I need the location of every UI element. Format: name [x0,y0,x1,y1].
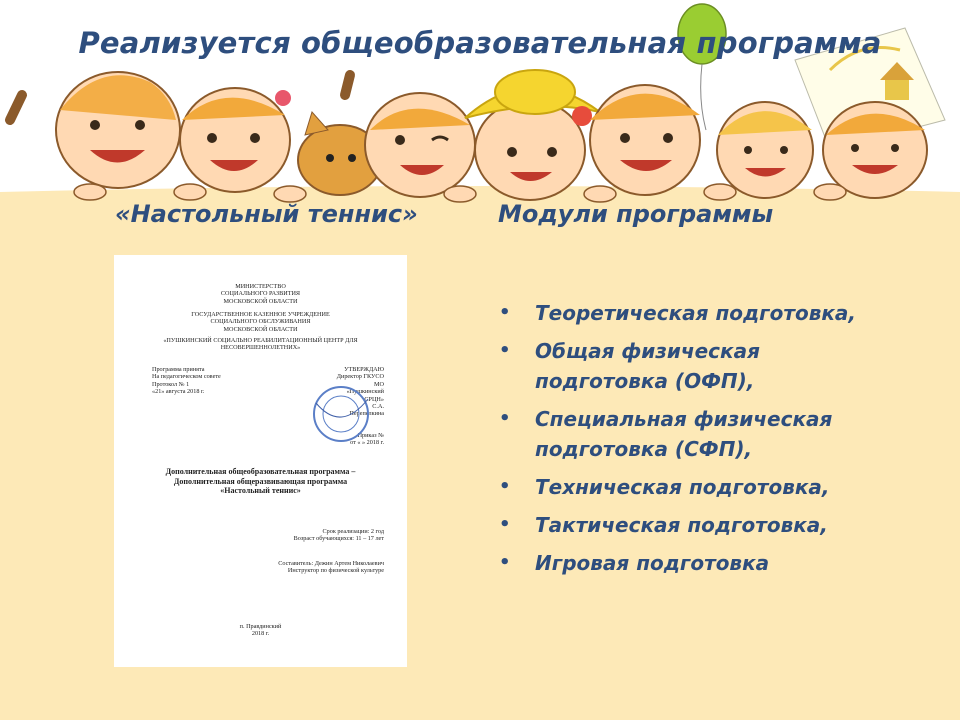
page-title: Реализуется общеобразовательная программа [78,26,882,60]
stamp-icon [306,383,376,445]
bullet-icon: • [499,340,511,361]
doc-center-name: «ПУШКИНСКИЙ СОЦИАЛЬНО РЕАБИЛИТАЦИОННЫЙ ЦЕНТР ДЛЯ НЕСОВЕРШЕННОЛЕТНИХ» [163,337,358,352]
doc-term-age: Срок реализации: 2 год Возраст обучающихся: 11 – 17 лет [293,528,384,543]
list-item: • Общая физическая подготовка (ОФП), [498,336,898,396]
child-face-5 [717,102,813,198]
doc-institution: ГОСУДАРСТВЕННОЕ КАЗЕННОЕ УЧРЕЖДЕНИЕ СОЦИАЛЬНОГО ОБСЛУЖИВАНИЯ МОСКОВСКОЙ ОБЛАСТИ [191,311,330,333]
bullet-icon: • [499,514,511,535]
program-name-heading: «Настольный теннис» [115,200,418,228]
child-face-hat [465,70,600,200]
doc-program-title: Дополнительная общеобразовательная программа – Дополнительная общеразвивающая программа «Настольный теннис» [165,467,356,495]
doc-author: Составитель: Дежин Артем Николаевич Инструктор по физической культуре [278,560,384,575]
list-item: • Тактическая подготовка, [498,510,898,540]
bullet-icon: • [499,408,511,429]
list-item: • Теоретическая подготовка, [498,298,898,328]
child-face-4 [590,85,700,195]
doc-accepted: Программа принята На педагогическом совете Протокол № 1 «21» августа 2018 г. [152,366,221,396]
bullet-icon: • [499,302,511,323]
doc-header: МИНИСТЕРСТВО СОЦИАЛЬНОГО РАЗВИТИЯ МОСКОВСКОЙ ОБЛАСТИ [220,283,301,305]
doc-approved: УТВЕРЖДАЮ Директор ГКУСО МО «Пушкинский СРЦН» С.А. Перепелкина Приказ № от « » 2018 г. [336,366,384,447]
list-item: • Игровая подготовка [498,548,898,578]
doc-place: п. Правдинский 2018 г. [239,623,282,638]
child-face-1 [10,72,180,188]
modules-heading: Модули программы [498,200,774,228]
child-face-6 [823,102,927,198]
program-document-image [114,255,407,667]
list-item: • Техническая подготовка, [498,472,898,502]
bullet-icon: • [499,476,511,497]
modules-list [498,298,898,586]
list-item: • Специальная физическая подготовка (СФП), [498,404,898,464]
bullet-icon: • [499,552,511,573]
child-face-2 [180,88,291,192]
